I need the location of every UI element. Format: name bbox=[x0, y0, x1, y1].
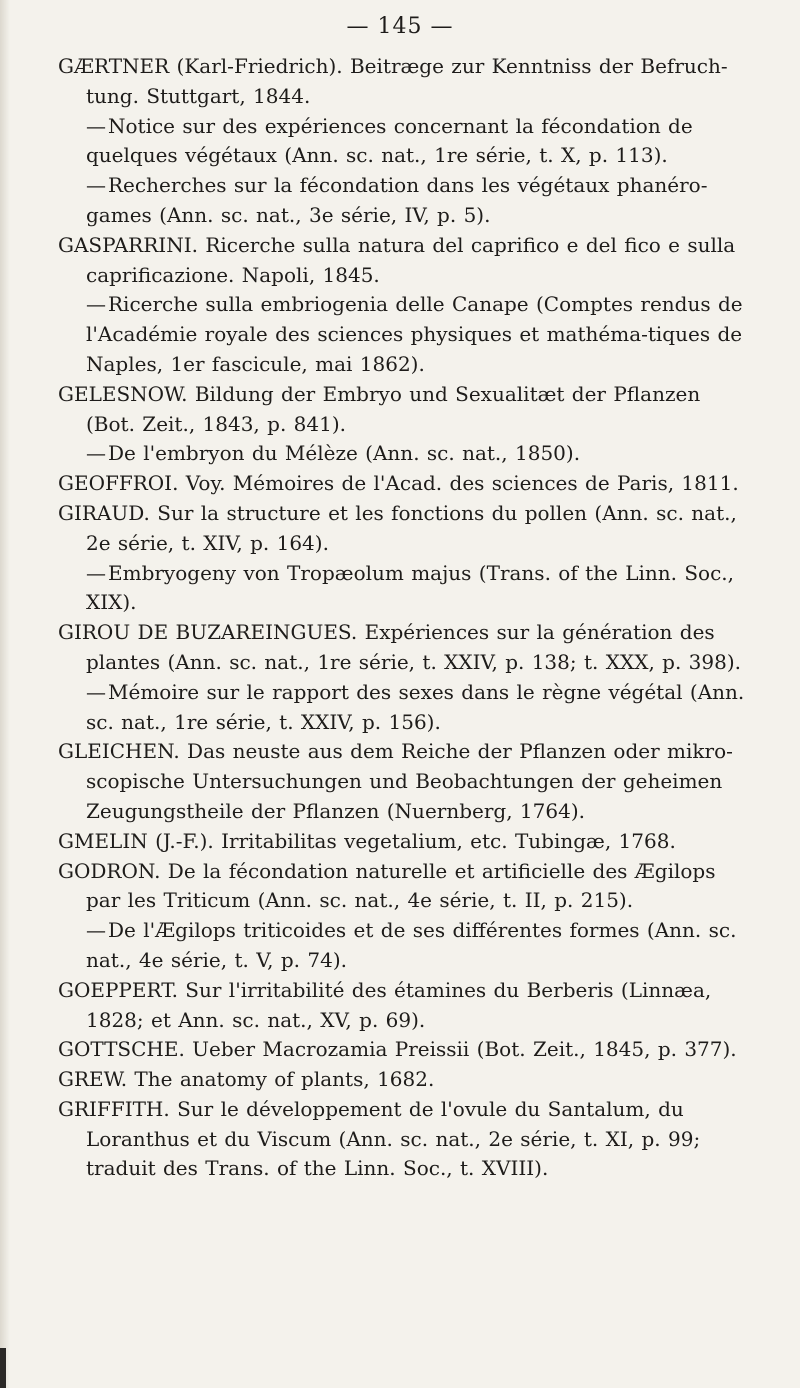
entry-gmelin: GMELIN (J.-F.). Irritabilitas vegetalium, etc. Tubingæ, 1768. bbox=[58, 828, 676, 853]
entry-text: De l'Ægilops triticoides et de ses différentes formes (Ann. sc. nat., 4e série, t. V, p. 74). bbox=[86, 918, 737, 972]
scan-bottom-mark bbox=[0, 1348, 6, 1388]
continuation-dash: — bbox=[86, 292, 106, 317]
entry-text: De l'embryon du Mélèze (Ann. sc. nat., 1850). bbox=[108, 441, 581, 466]
entry-goeppert: GOEPPERT. Sur l'irritabilité des étamines du Berberis (Linnæa, 1828; et Ann. sc. nat., XV, p. 69). bbox=[58, 977, 712, 1032]
page-number: — 145 — bbox=[346, 14, 454, 39]
entry-gelesnow-bildung: GELESNOW. Bildung der Embryo und Sexualitæt der Pflanzen (Bot. Zeit., 1843, p. 841). bbox=[58, 381, 701, 436]
scan-edge-shadow bbox=[0, 0, 10, 1388]
entry-gottsche: GOTTSCHE. Ueber Macrozamia Preissii (Bot. Zeit., 1845, p. 377). bbox=[58, 1037, 737, 1062]
continuation-dash: — bbox=[86, 918, 106, 943]
entry-gaertner-beitraege: GÆRTNER (Karl-Friedrich). Beitræge zur Kenntniss der Befruch-tung. Stuttgart, 1844. bbox=[58, 54, 728, 108]
entry-gaertner-recherches bbox=[58, 171, 748, 231]
entry-gelesnow-meleze bbox=[58, 439, 748, 469]
entry-griffith: GRIFFITH. Sur le développement de l'ovule du Santalum, du Loranthus et du Viscum (Ann. sc. nat., 2e série, t. XI, p. 99; traduit des Trans. of the Linn. Soc., t. XVIII). bbox=[58, 1096, 701, 1181]
continuation-dash: — bbox=[86, 113, 106, 138]
entry-godron-fecondation: GODRON. De la fécondation naturelle et artificielle des Ægilops par les Triticum (Ann. sc. nat., 4e série, t. II, p. 215). bbox=[58, 858, 716, 913]
entry-text: Mémoire sur le rapport des sexes dans le règne végétal (Ann. sc. nat., 1re série, t. XXIV, p. 156). bbox=[86, 679, 745, 734]
entry-godron-aegilops bbox=[58, 916, 748, 976]
entry-giraud-pollen: GIRAUD. Sur la structure et les fonctions du pollen (Ann. sc. nat., 2e série, t. XIV, p. 164). bbox=[58, 500, 737, 555]
entry-text: Embryogeny von Tropæolum majus (Trans. of the Linn. Soc., XIX). bbox=[86, 560, 735, 615]
entry-gleichen: GLEICHEN. Das neuste aus dem Reiche der Pflanzen oder mikro-scopische Untersuchungen und Beobachtungen der geheimen Zeugungstheile der Pflanzen (Nuernberg, 1764). bbox=[58, 739, 733, 823]
entry-grew: GREW. The anatomy of plants, 1682. bbox=[58, 1067, 435, 1092]
entry-gasparrini-caprifico: GASPARRINI. Ricerche sulla natura del caprifico e del fico e sulla caprificazione. Napoli, 1845. bbox=[58, 232, 736, 287]
continuation-dash: — bbox=[86, 679, 106, 704]
entry-girou-memoire bbox=[58, 678, 748, 738]
bibliography-list bbox=[58, 52, 748, 1184]
entry-geoffroi: GEOFFROI. Voy. Mémoires de l'Acad. des sciences de Paris, 1811. bbox=[58, 471, 739, 496]
continuation-dash: — bbox=[86, 560, 106, 585]
entry-text: Recherches sur la fécondation dans les végétaux phanéro-games (Ann. sc. nat., 3e série, IV, p. 5). bbox=[86, 173, 708, 227]
continuation-dash: — bbox=[86, 441, 106, 466]
continuation-dash: — bbox=[86, 173, 106, 198]
entry-girou-experiences: GIROU DE BUZAREINGUES. Expériences sur la génération des plantes (Ann. sc. nat., 1re série, t. XXIV, p. 138; t. XXX, p. 398). bbox=[58, 620, 742, 674]
entry-text: Notice sur des expériences concernant la fécondation de quelques végétaux (Ann. sc. nat., 1re série, t. X, p. 113). bbox=[86, 113, 693, 168]
entry-gasparrini-canape bbox=[58, 290, 748, 379]
entry-giraud-embryogeny bbox=[58, 559, 748, 619]
entry-text: Ricerche sulla embriogenia delle Canape (Comptes rendus de l'Académie royale des sciences physiques et mathéma-tiques de Naples, 1er fascicule, mai 1862). bbox=[86, 292, 743, 376]
entry-gaertner-notice bbox=[58, 112, 748, 172]
